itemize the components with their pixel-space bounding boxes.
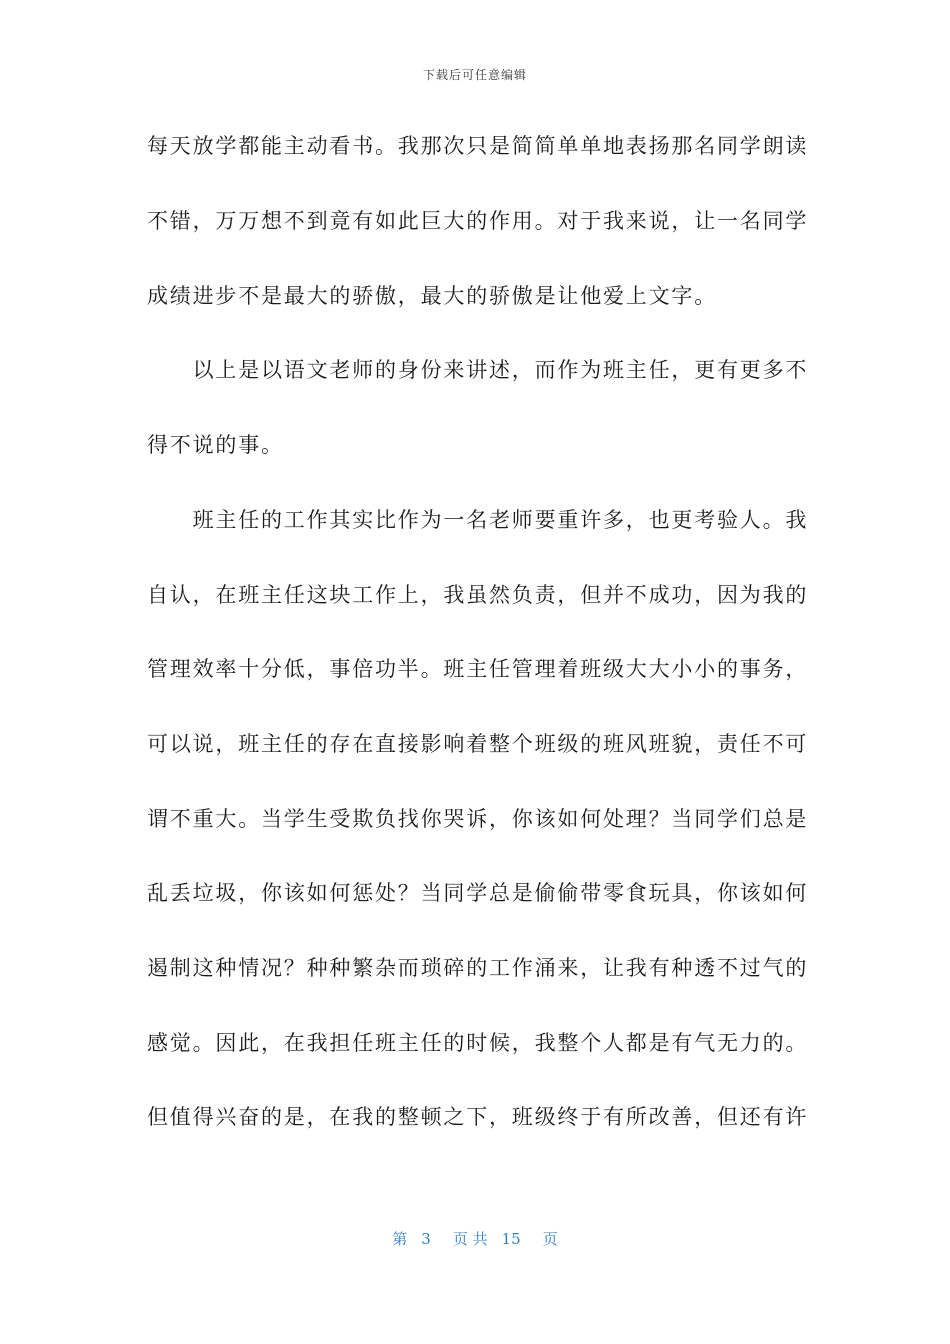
body-line-6: 班主任的工作其实比作为一名老师要重许多，也更考验人。我 <box>147 508 809 532</box>
page-footer <box>0 1228 950 1249</box>
body-line-7: 自认，在班主任这块工作上，我虽然负责，但并不成功，因为我的 <box>147 583 809 607</box>
body-line-10: 谓不重大。当学生受欺负找你哭诉，你该如何处理？当同学们总是 <box>147 807 809 831</box>
footer-middle: 页 共 <box>452 1230 488 1248</box>
body-line-2: 不错，万万想不到竟有如此巨大的作用。对于我来说，让一名同学 <box>147 209 809 233</box>
footer-suffix: 页 <box>542 1230 558 1248</box>
body-line-3: 成绩进步不是最大的骄傲，最大的骄傲是让他爱上文字。 <box>147 284 717 308</box>
body-line-11: 乱丢垃圾，你该如何惩处？当同学总是偷偷带零食玩具，你该如何 <box>147 881 809 905</box>
body-line-13: 感觉。因此，在我担任班主任的时候，我整个人都是有气无力的。 <box>147 1031 809 1055</box>
footer-prefix: 第 <box>392 1230 408 1248</box>
body-line-12: 遏制这种情况？种种繁杂而琐碎的工作涌来，让我有种透不过气的 <box>147 956 809 980</box>
body-line-1: 每天放学都能主动看书。我那次只是简简单单地表扬那名同学朗读 <box>147 134 809 158</box>
body-line-9: 可以说，班主任的存在直接影响着整个班级的班风班貌，责任不可 <box>147 732 809 756</box>
page-header: 下载后可任意编辑 <box>422 68 527 82</box>
body-line-5: 得不说的事。 <box>147 433 284 457</box>
body-line-4: 以上是以语文老师的身份来讲述，而作为班主任，更有更多不 <box>147 358 809 382</box>
body-line-8: 管理效率十分低，事倍功半。班主任管理着班级大大小小的事务， <box>147 657 809 681</box>
body-line-14: 但值得兴奋的是，在我的整顿之下，班级终于有所改善，但还有许 <box>147 1105 809 1129</box>
footer-total-pages: 15 <box>501 1230 521 1248</box>
footer-current-page: 3 <box>421 1230 431 1248</box>
